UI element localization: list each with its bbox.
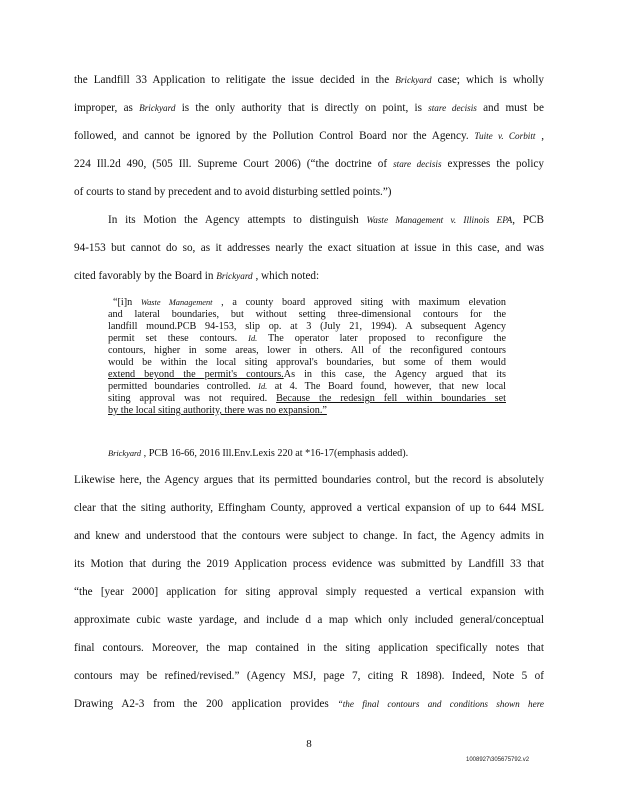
- paragraph-1-line-1: the Landfill 33 Application to relitigate the issue decided in the Brickyard case; which is wholly: [74, 74, 544, 86]
- block-quote-line-3: landfill mound.PCB 94-153, slip op. at 3 (July 21, 1994). A subsequent Agency: [108, 321, 506, 332]
- page-number: 8: [306, 738, 312, 750]
- block-quote-text: siting approval was not required.: [108, 393, 277, 404]
- block-quote-text: As in this case, the Agency argued that its: [283, 369, 506, 380]
- emphasis-underline: by the local siting authority, there was no expansion.”: [108, 405, 327, 416]
- block-quote-line-5: contours, higher in some areas, lower in others. All of the reconfigured contours: [108, 345, 506, 356]
- citation-line: Brickyard , PCB 16-66, 2016 Ill.Env.Lexis 220 at *16-17(emphasis added).: [108, 448, 409, 459]
- paragraph-3-line-7: final contours. Moreover, the map contained in the siting application specifically notes that: [74, 642, 544, 654]
- paragraph-3-line-8: contours may be refined/revised.” (Agency MSJ, page 7, citing R 1898). Indeed, Note 5 of: [74, 670, 544, 682]
- paragraph-1-line-3: followed, and cannot be ignored by the Pollution Control Board nor the Agency. Tuite v. Corbitt ,: [74, 130, 544, 142]
- paragraph-2-line-1: In its Motion the Agency attempts to distinguish Waste Management v. Illinois EPA, PCB: [108, 214, 544, 226]
- paragraph-3-line-6: approximate cubic waste yardage, and include d a map which only included general/conceptual: [74, 614, 544, 626]
- paragraph-3-line-5: “the [year 2000] application for siting approval simply requested a vertical expansion with: [74, 586, 544, 598]
- paragraph-1-line-4: 224 Ill.2d 490, (505 Ill. Supreme Court 2006) (“the doctrine of stare decisis expresses the policy: [74, 158, 544, 170]
- block-quote-line-6: would be within the local siting approval's boundaries, but some of them would: [108, 357, 506, 368]
- paragraph-1-line-5: of courts to stand by precedent and to avoid disturbing settled points.”): [74, 186, 392, 198]
- emphasis-underline: Because the redesign fell within boundaries set: [276, 393, 506, 404]
- block-quote-line-2: and lateral boundaries, but without setting three-dimensional contours for the: [108, 309, 506, 320]
- block-quote-line-4: permit set these contours. Id. The operator later proposed to reconfigure the: [108, 333, 506, 344]
- block-quote-line-8: permitted boundaries controlled. Id. at 4. The Board found, however, that new local: [108, 381, 507, 392]
- emphasis-underline: extend beyond the permit's contours.: [108, 369, 284, 380]
- paragraph-2-line-3: cited favorably by the Board in Brickyard , which noted:: [74, 270, 320, 282]
- paragraph-3-line-4: its Motion that during the 2019 Application process evidence was submitted by Landfill 33 that: [74, 558, 544, 570]
- paragraph-3-line-1: Likewise here, the Agency argues that its permitted boundaries control, but the record is absolutely: [74, 474, 544, 486]
- block-quote-line-1: “[i]n Waste Management , a county board approved siting with maximum elevation: [113, 297, 506, 308]
- block-quote-line-7: [108, 369, 506, 381]
- paragraph-3-line-3: and knew and understood that the contours were subject to change. In fact, the Agency admits in: [74, 530, 544, 542]
- paragraph-3-line-2: clear that the siting authority, Effingham County, approved a vertical expansion of up to 644 MSL: [74, 502, 544, 514]
- paragraph-3-line-9: Drawing A2-3 from the 200 application provides “the final contours and conditions shown here: [74, 698, 545, 710]
- block-quote-line-9: [108, 393, 506, 405]
- paragraph-2-line-2: 94-153 but cannot do so, as it addresses nearly the exact situation at issue in this case, and was: [74, 242, 544, 254]
- document-id: 1008927\305675792.v2: [466, 757, 530, 763]
- block-quote-line-10: [108, 405, 506, 417]
- paragraph-1-line-2: improper, as Brickyard is the only authority that is directly on point, is stare decisis and must be: [74, 102, 544, 114]
